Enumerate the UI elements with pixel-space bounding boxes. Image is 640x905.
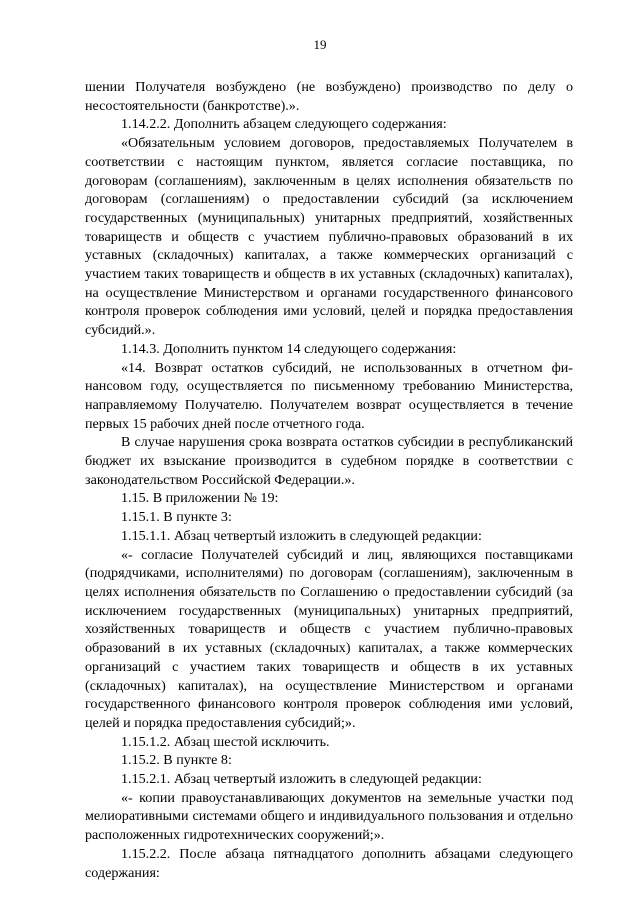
paragraph: «14. Возврат остатков субсидий, не использованных в отчетном финансовом году, осуществляется по письменному требованию Министерства, направляемому Получателю. Получателем возврат осуществляется в течение первых 15 рабочих дней после отчетного года. <box>85 359 573 432</box>
paragraph: 1.15.1.1. Абзац четвертый изложить в следующей редакции: <box>121 527 482 544</box>
paragraph: 1.14.2.2. Дополнить абзацем следующего содержания: <box>121 116 447 133</box>
paragraph: В случае нарушения срока возврата остатков субсидии в республиканский бюджет их взыскание производится в судебном порядке в соответствии с законодательством Российской Федерации.». <box>85 434 573 488</box>
paragraph: 1.14.3. Дополнить пунктом 14 следующего содержания: <box>121 340 457 357</box>
paragraph: 1.15.1.2. Абзац шестой исключить. <box>121 733 330 750</box>
document-body <box>85 78 573 882</box>
paragraph: 1.15.1. В пункте 3: <box>121 509 232 526</box>
page-number: 19 <box>313 37 327 52</box>
paragraph: «- согласие Получателей субсидий и лиц, являющихся поставщиками (подрядчиками, исполнителями) по договорам (соглашениям), заключенным в целях исполнения обязательств по Соглашению о предоставлении субсидий (за исключением государственных (муниципальных) унитарных предприятий, хозяйственных товариществ и обществ с участием публично-правовых образований в их уставных (складочных) капиталах, а также коммерческих организаций с участием таких товариществ и обществ в их уставных (складочных) капиталах), на осуществление Министерством и органами государственного финансового контроля проверок соблюдения ими условий, целей и порядка предоставления субсидий;». <box>85 546 573 731</box>
paragraph: 1.15.2.1. Абзац четвертый изложить в следующей редакции: <box>121 771 482 788</box>
paragraph: «- копии правоустанавливающих документов на земельные участки под мелиоративными системами общего и индивидуального пользования и отдельно расположенных гидротехнических сооружений;». <box>85 789 573 844</box>
paragraph: «Обязательным условием договоров, предоставляемых Получателем в соответствии с настоящим пунктом, является согласие поставщика, по договорам (соглашениям), заключенным в целях исполнения обязательств по договорам (соглашениям) о предоставлении субсидий (за исключением государственных (муниципальных) унитарных предприятий, хозяйственных товариществ и обществ с участием публично-правовых образований в их уставных (складочных) капиталах, а также коммерческих организаций с участием таких товариществ и обществ в их уставных (складочных) капиталах), на осуществление Министерством и органами государственного финансового контроля проверок соблюдения ими условий, целей и порядка предоставления субсидий.». <box>85 135 573 339</box>
paragraph: шении Получателя возбуждено (не возбуждено) производство по делу о несостоятельности (банкротстве).». <box>85 79 573 114</box>
paragraph: 1.15.2. В пункте 8: <box>121 752 232 769</box>
paragraph: 1.15.2.2. После абзаца пятнадцатого дополнить абзацами следующего содержания: <box>85 845 573 881</box>
paragraph: 1.15. В приложении № 19: <box>121 490 279 507</box>
